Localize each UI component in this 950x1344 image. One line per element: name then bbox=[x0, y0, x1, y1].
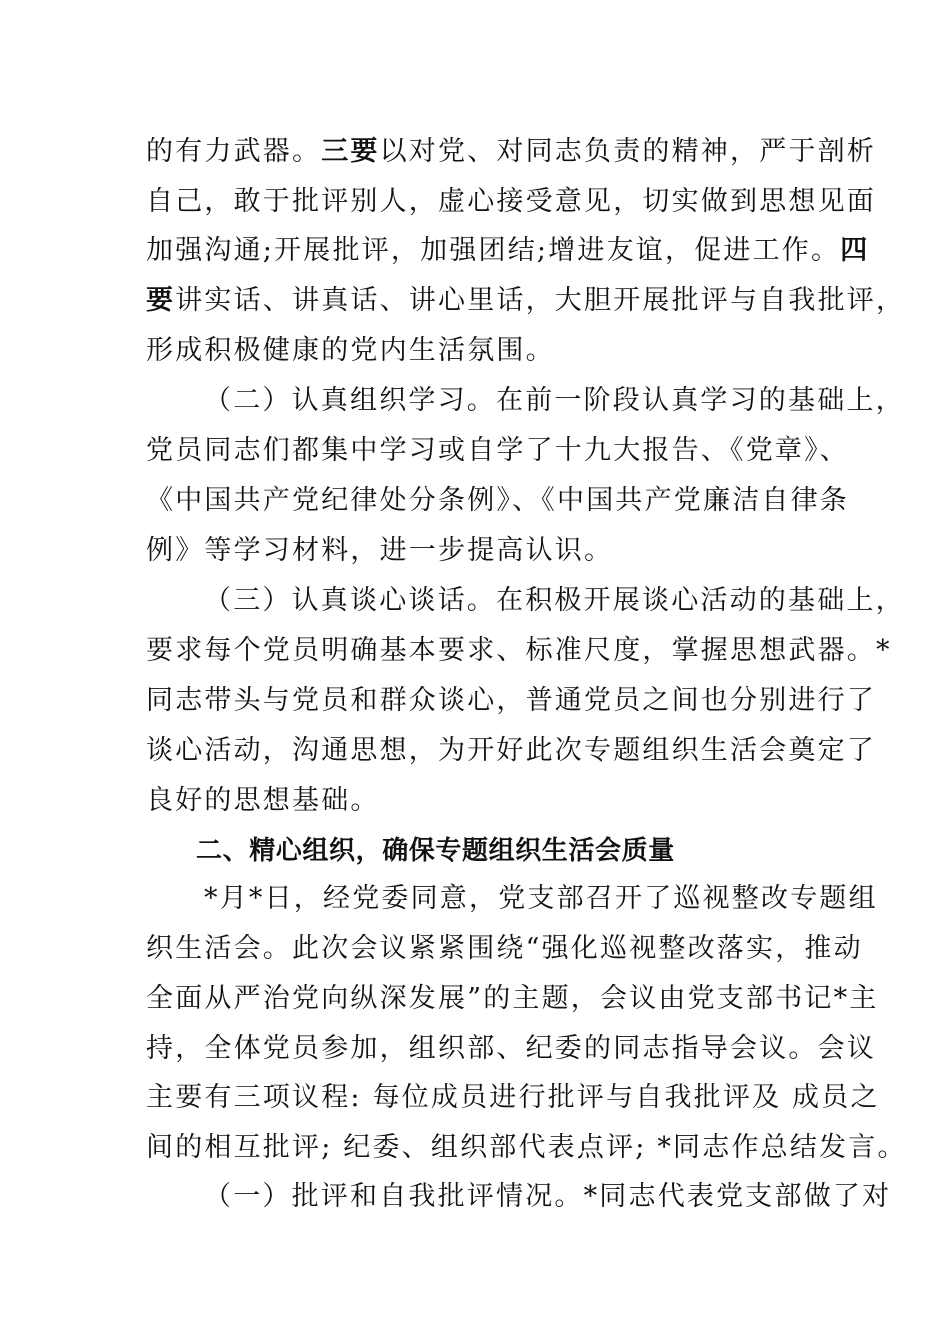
text-segment: 持，全体党员参加，组织部、纪委的同志指导会议。会议 bbox=[146, 1033, 876, 1064]
paragraph-first-line bbox=[204, 581, 905, 621]
text-line bbox=[146, 431, 849, 471]
text-segment: 例》等学习材料，进一步提高认识。 bbox=[146, 535, 614, 566]
text-line bbox=[146, 1128, 907, 1168]
text-segment: 加强沟通;开展批评，加强团结;增进友谊，促进工作。 bbox=[146, 235, 841, 266]
text-segment: 形成积极健康的党内生活氛围。 bbox=[146, 335, 555, 366]
text-segment: 织生活会。此次会议紧紧围绕“强化巡视整改落实，推动 bbox=[146, 933, 863, 964]
paragraph-first-line bbox=[204, 1177, 892, 1217]
text-segment: （三）认真谈心谈话。在积极开展谈心活动的基础上， bbox=[204, 585, 905, 616]
text-segment: 的有力武器。 bbox=[146, 136, 322, 167]
text-segment: 同志带头与党员和群众谈心，普通党员之间也分别进行了 bbox=[146, 685, 876, 716]
text-segment: 良好的思想基础。 bbox=[146, 785, 380, 816]
text-line bbox=[146, 1029, 876, 1069]
text-segment: 谈心活动，沟通思想，为开好此次专题组织生活会奠定了 bbox=[146, 735, 876, 766]
text-line bbox=[146, 929, 863, 969]
text-segment: （一）批评和自我批评情况。*同志代表党支部做了对 bbox=[204, 1181, 892, 1212]
text-segment: 要求每个党员明确基本要求、标准尺度，掌握思想武器。* bbox=[146, 635, 892, 666]
text-line bbox=[146, 979, 879, 1019]
bold-text-segment: 要 bbox=[146, 285, 176, 316]
text-segment: *月*日，经党委同意，党支部召开了巡视整改专题组 bbox=[204, 883, 878, 914]
text-segment: 以对党、对同志负责的精神，严于剖析 bbox=[379, 136, 877, 167]
text-segment: 讲实话、讲真话、讲心里话，大胆开展批评与自我批评， bbox=[175, 285, 906, 316]
bold-text-segment: 三要 bbox=[321, 136, 380, 167]
text-segment: 自己，敢于批评别人，虚心接受意见，切实做到思想见面 bbox=[146, 186, 876, 217]
text-line bbox=[146, 231, 870, 271]
bold-text-segment: 四 bbox=[840, 235, 870, 266]
paragraph-first-line bbox=[204, 879, 884, 919]
text-line bbox=[146, 631, 892, 671]
text-segment: 全面从严治党向纵深发展”的主题，会议由党支部书记*主 bbox=[146, 983, 879, 1014]
text-line bbox=[146, 531, 826, 571]
paragraph-first-line bbox=[204, 381, 905, 421]
text-segment: 主要有三项议程: 每位成员进行批评与自我批评及 成员之 bbox=[146, 1082, 880, 1113]
text-line bbox=[146, 132, 877, 172]
text-line bbox=[146, 281, 906, 321]
text-line bbox=[146, 481, 849, 521]
section-heading bbox=[196, 831, 876, 871]
text-segment: 间的相互批评; 纪委、组织部代表点评; *同志作总结发言。 bbox=[146, 1132, 907, 1163]
text-segment: 《中国共产党纪律处分条例》、《中国共产党廉洁自律条 bbox=[146, 485, 849, 516]
text-segment: （二）认真组织学习。在前一阶段认真学习的基础上， bbox=[204, 385, 905, 416]
text-line bbox=[146, 331, 826, 371]
heading-text: 二、精心组织，确保专题组织生活会质量 bbox=[196, 836, 675, 866]
text-line bbox=[146, 681, 876, 721]
text-line bbox=[146, 781, 826, 821]
text-segment: 党员同志们都集中学习或自学了十九大报告、《党章》、 bbox=[146, 435, 849, 466]
text-line bbox=[146, 731, 876, 771]
text-line bbox=[146, 182, 876, 222]
text-line bbox=[146, 1078, 880, 1118]
